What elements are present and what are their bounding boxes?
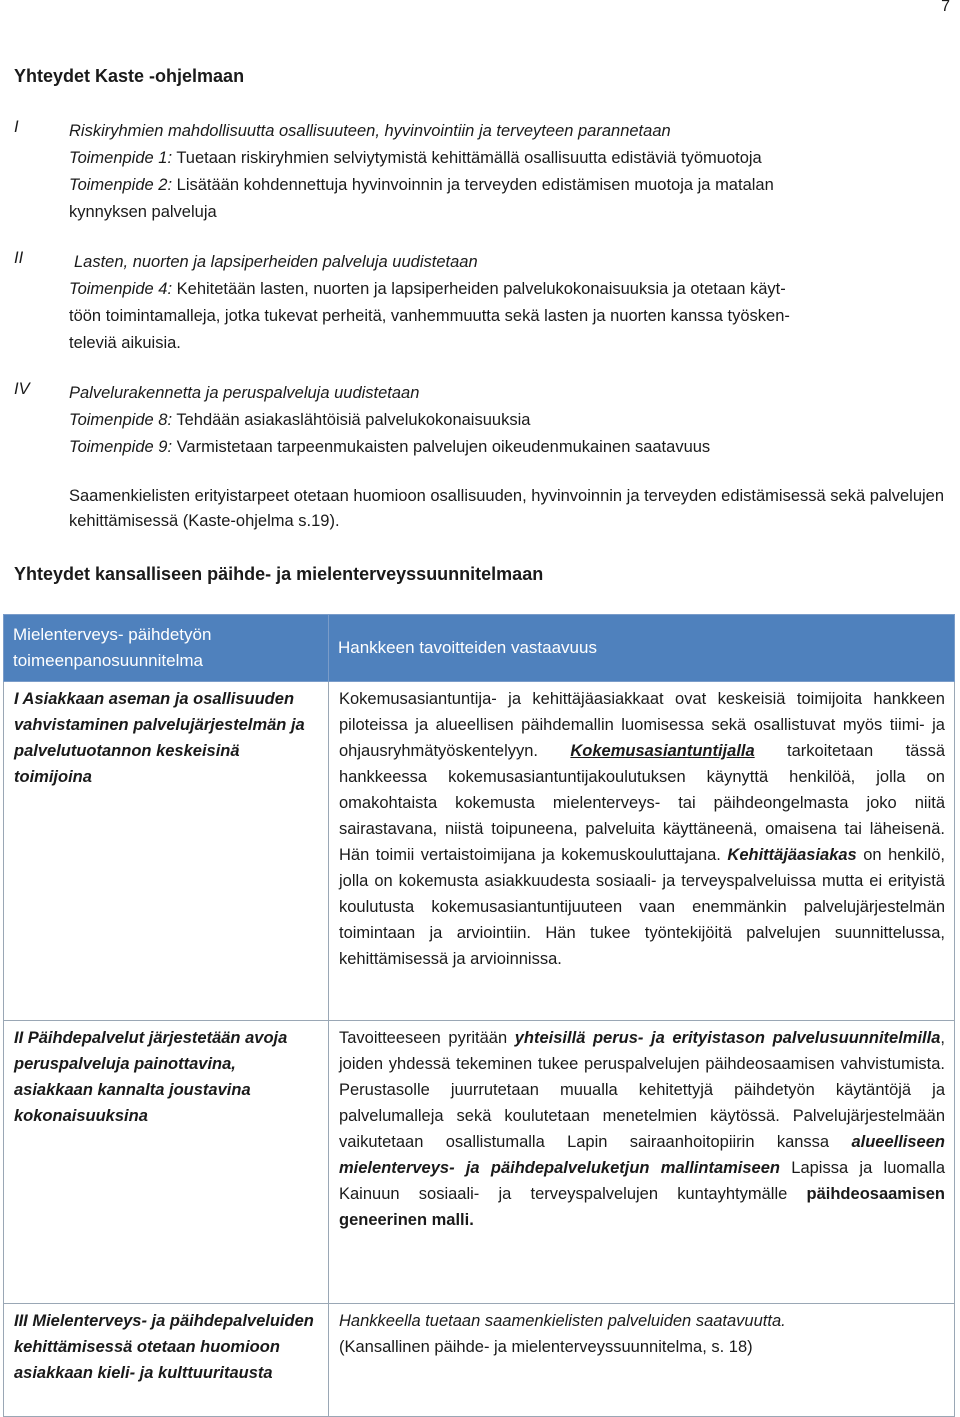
page-number: 7 xyxy=(941,0,950,15)
emphasis-term: yhteisillä perus- ja erityistason palvelusuunnitelmilla xyxy=(514,1029,941,1047)
table-row xyxy=(4,1021,955,1304)
saami-paragraph: Saamenkielisten erityistarpeet otetaan huomioon osallisuuden, hyvinvoinnin ja terveyden edistämisessä sekä palvelujen kehittämisessä (Kaste-ohjelma s.19). xyxy=(69,487,945,530)
row-right xyxy=(329,1021,955,1304)
table-header-row xyxy=(4,615,955,682)
text-run: Hankkeella tuetaan saamenkielisten palveluiden saatavuutta. xyxy=(339,1312,786,1330)
text-run: Tavoitteeseen pyritään xyxy=(339,1029,515,1047)
header-left: Mielenterveys- päihdetyön toimeenpanosuunnitelma xyxy=(4,615,329,682)
table-row xyxy=(4,1304,955,1417)
block-line: töön toimintamalleja, jotka tukevat perheitä, vanhemmuutta sekä lasten ja nuorten kanssa työsken- xyxy=(69,307,790,325)
block-title: Riskiryhmien mahdollisuutta osallisuuteen, hyvinvointiin ja terveyteen parannetaan xyxy=(69,122,671,140)
block-line: Toimenpide 2: Lisätään kohdennettuja hyvinvoinnin ja terveyden edistämisen muotoja ja matalan xyxy=(69,176,774,194)
emphasis-term: Kehittäjäasiakas xyxy=(727,846,857,864)
block-number: I xyxy=(14,118,19,136)
emphasis-term: päihdeosaamisen geneerinen malli. xyxy=(339,1185,945,1229)
block-line: Toimenpide 4: Kehitetään lasten, nuorten ja lapsiperheiden palvelukokonaisuuksia ja otetaan käyt- xyxy=(69,280,786,298)
block-line: kynnyksen palveluja xyxy=(69,203,217,221)
text-run: Lapissa ja luomalla Kainuun sosiaali- ja terveyspalvelujen kuntayhtymälle xyxy=(339,1159,945,1203)
kaste-block-ii xyxy=(14,249,944,357)
row-left: I Asiakkaan aseman ja osallisuuden vahvistaminen palvelujärjestelmän ja palvelutuotannon keskeisinä toimijoina xyxy=(4,682,329,1021)
block-line-text: Varmistetaan tarpeenmukaisten palvelujen oikeudenmukainen saatavuus xyxy=(176,438,711,456)
text-run: , joiden yhdessä tekeminen tukee peruspalvelujen päihdeosaamisen vahvistumista. Perustasolle juurrutetaan muualla kehitettyjä päihdetyön käytäntöjä ja palvelumalleja sekä koulutetaan menetelmien käytössä. Palvelujärjestelmään vaikutetaan osallistumalla Lapin sairaanhoitopiirin kanssa xyxy=(339,1029,945,1151)
section-heading-national-plan: Yhteydet kansalliseen päihde- ja mielenterveyssuunnitelmaan xyxy=(14,564,544,584)
text-run: Kokemusasiantuntija- ja kehittäjäasiakkaat ovat keskeisiä toimijoita hankkeen piloteissa ja alueellisen päihdemallin luomisessa sekä osallistuvat myös tiimi- ja ohjausryhmätyöskentelyyn. xyxy=(339,690,945,760)
block-title: Lasten, nuorten ja lapsiperheiden palveluja uudistetaan xyxy=(74,253,478,271)
block-line: Toimenpide 1: Tuetaan riskiryhmien selviytymistä kehittämällä osallisuutta edistäviä työmuotoja xyxy=(69,149,762,167)
block-line: televiä aikuisia. xyxy=(69,334,181,352)
block-line: Toimenpide 9: Varmistetaan tarpeenmukaisten palvelujen oikeudenmukainen saatavuus xyxy=(69,438,711,456)
row-left: II Päihdepalvelut järjestetään avoja peruspalveluja painottavina, asiakkaan kannalta joustavina kokonaisuuksina xyxy=(4,1021,329,1304)
block-line: Toimenpide 8: Tehdään asiakaslähtöisiä palvelukokonaisuuksia xyxy=(69,411,531,429)
header-right: Hankkeen tavoitteiden vastaavuus xyxy=(329,615,955,682)
block-line-text: Tehdään asiakaslähtöisiä palvelukokonaisuuksia xyxy=(176,411,531,429)
block-number: IV xyxy=(14,380,30,398)
plan-comparison-table xyxy=(3,614,955,1417)
block-number: II xyxy=(14,249,24,267)
row-right xyxy=(329,1304,955,1417)
table-row xyxy=(4,682,955,1021)
block-line-text: Lisätään kohdennettuja hyvinvoinnin ja terveyden edistämisen muotoja ja matalan xyxy=(176,176,774,194)
text-run: tarkoitetaan tässä hankkeessa kokemusasiantuntijakoulutuksen käynyttä henkilöä, jolla on omakohtaista kokemusta mielenterveys- tai päihdeongelmasta joko niitä sairastavana, niistä toipuneena, palveluita käyttäneenä, omaisena tai läheisenä. Hän toimii vertaistoimijana ja kokemuskouluttajana. xyxy=(339,742,945,864)
kaste-block-iv xyxy=(14,380,944,461)
emphasis-term: alueelliseen mielenterveys- ja päihdepalveluketjun mallintamiseen xyxy=(339,1133,945,1177)
row-left: III Mielenterveys- ja päihdepalveluiden kehittämisessä otetaan huomioon asiakkaan kieli- ja kulttuuritausta xyxy=(4,1304,329,1417)
text-run: on henkilö, jolla on kokemusta asiakkuudesta sosiaali- ja terveyspalveluissa mutta ei erityistä koulutusta kokemusasiantuntijuuteen vaan enemmänkin palvelujärjestelmän toimintaan ja arviointiin. Hän tukee työntekijöitä palvelujen suunnittelussa, kehittämisessä ja arvioinnissa. xyxy=(339,846,945,968)
emphasis-term: Kokemusasiantuntijalla xyxy=(570,742,755,760)
text-run: (Kansallinen päihde- ja mielenterveyssuunnitelma, s. 18) xyxy=(339,1338,753,1356)
row-right xyxy=(329,682,955,1021)
kaste-block-i xyxy=(14,118,944,226)
block-title: Palvelurakennetta ja peruspalveluja uudistetaan xyxy=(69,384,420,402)
block-line-text: Tuetaan riskiryhmien selviytymistä kehittämällä osallisuutta edistäviä työmuotoja xyxy=(176,149,762,167)
block-line-text: Kehitetään lasten, nuorten ja lapsiperheiden palvelukokonaisuuksia ja otetaan käyt- xyxy=(176,280,786,298)
section-heading-kaste: Yhteydet Kaste -ohjelmaan xyxy=(14,66,245,86)
